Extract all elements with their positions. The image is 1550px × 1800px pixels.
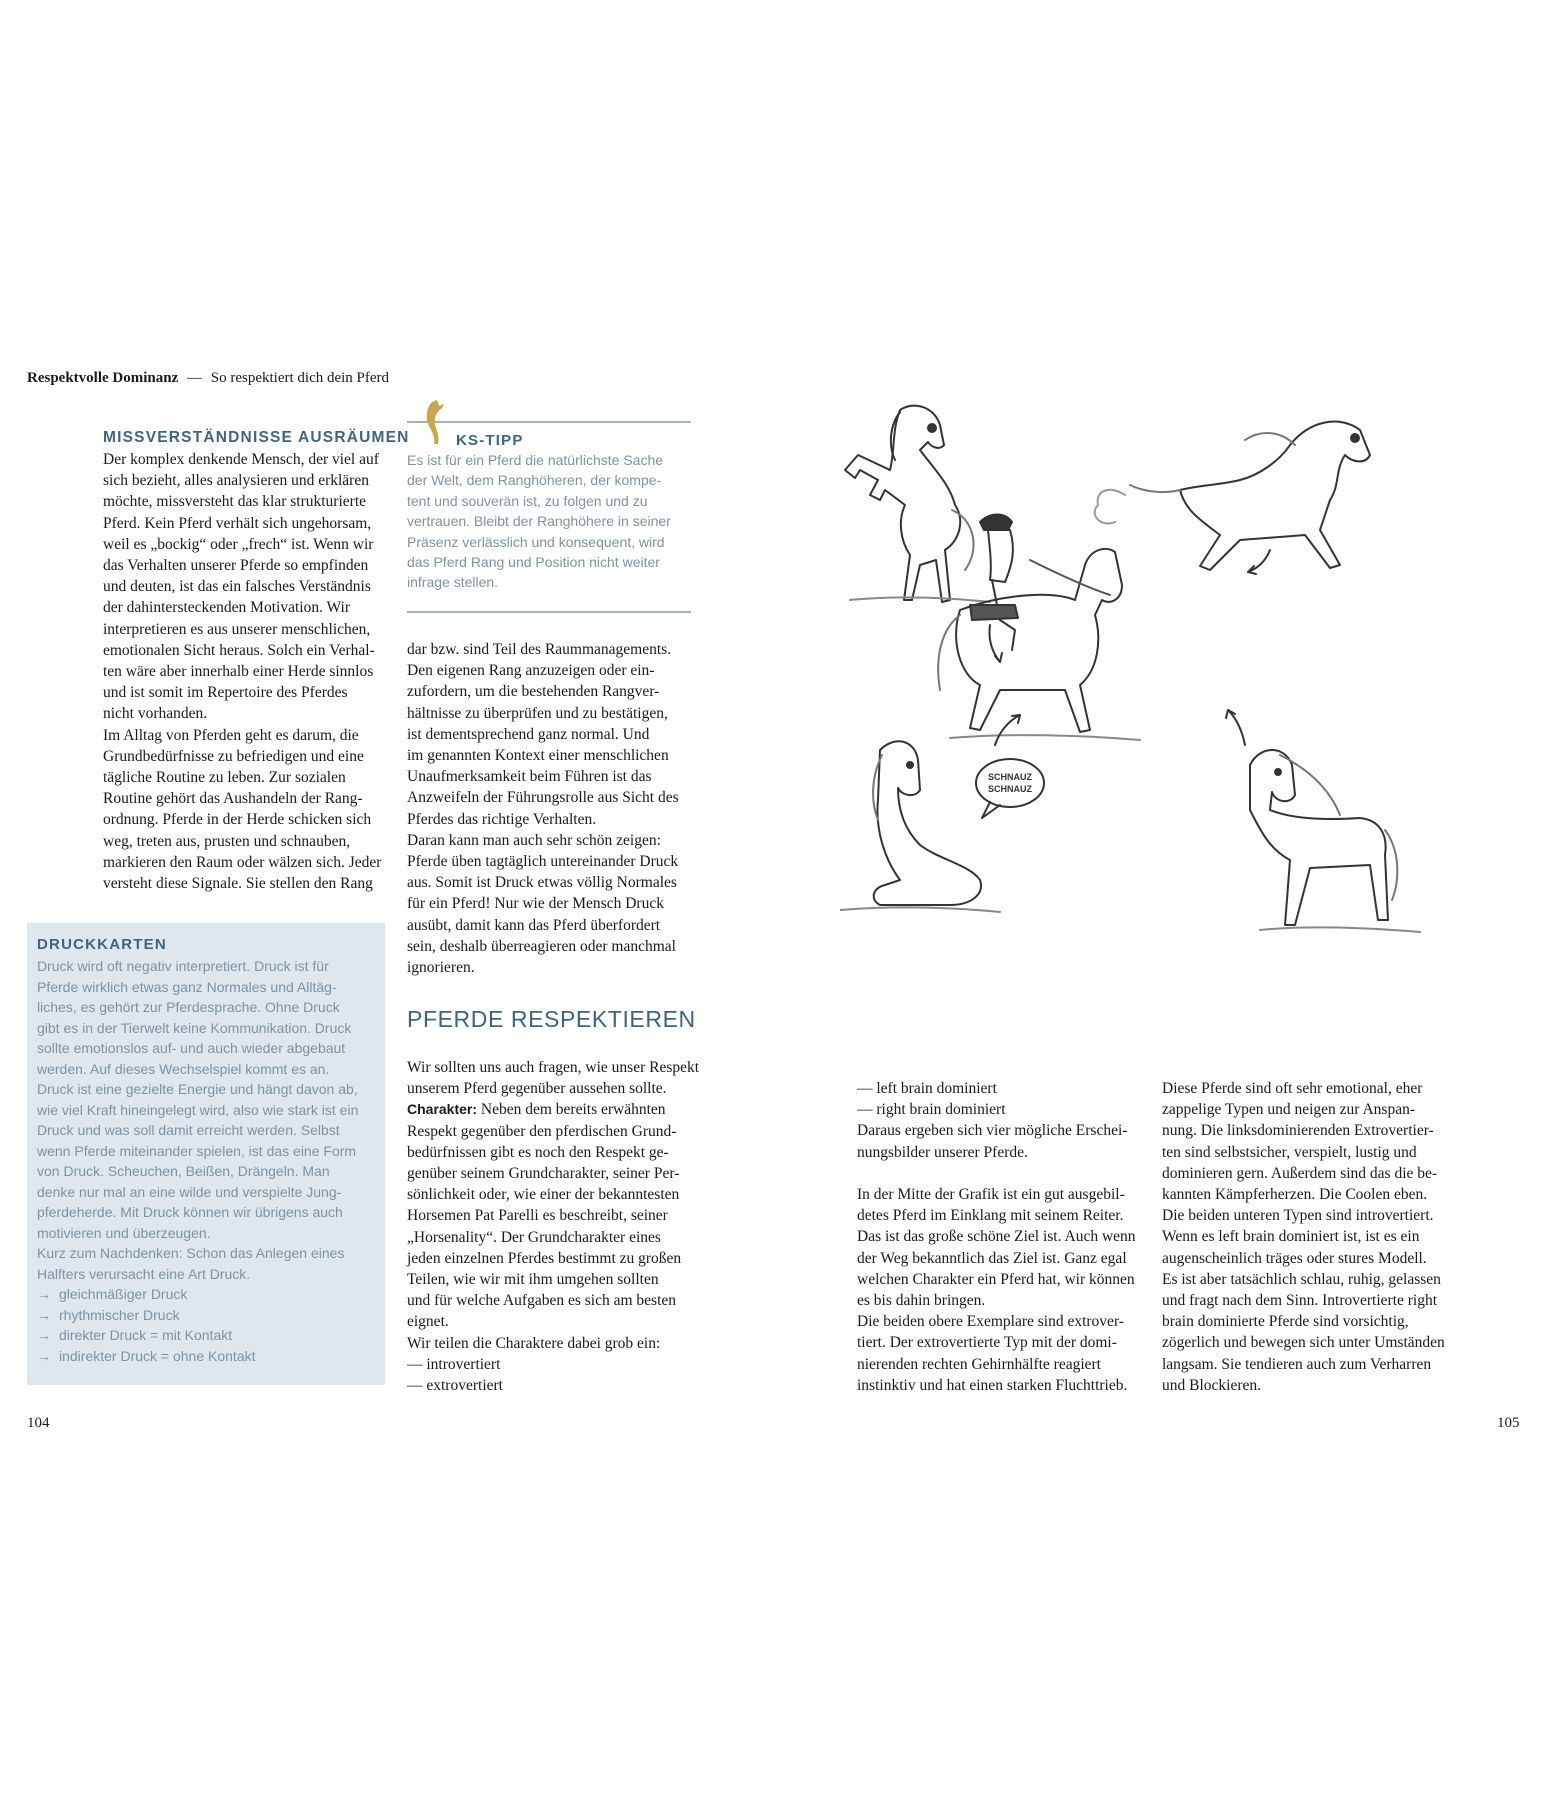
text-line: Daraus ergeben sich vier mögliche Erschei- (857, 1122, 1128, 1140)
text-line: eignet. (407, 1313, 449, 1331)
standing-horse-drawing (1250, 750, 1420, 932)
running-head-title: Respektvolle Dominanz (27, 370, 179, 386)
text-line: ten wäre aber innerhalb einer Herde sinnlos (103, 663, 374, 681)
text-line: zufordern, um die bestehenden Rangver- (407, 683, 660, 701)
text-line: und fragt nach dem Sinn. Introvertierte right (1162, 1292, 1438, 1310)
bullet-item: → rhythmischer Druck (37, 1305, 358, 1326)
text-line: das Verhalten unserer Pferde so empfinden (103, 557, 369, 575)
text-line: weg, treten aus, prusten und schnauben, (103, 832, 351, 850)
text-line: Pferd. Kein Pferd verhält sich ungehorsam, (103, 514, 372, 532)
text-line: Druck wird oft negativ interpretiert. Druck ist für (37, 958, 329, 974)
text-line: von Druck. Scheuchen, Beißen, Drängeln. Man (37, 1163, 330, 1179)
text-line: genüber seinem Grundcharakter, seiner Per- (407, 1165, 680, 1183)
text-line: nierenden rechten Gehirnhälfte reagiert (857, 1355, 1101, 1373)
text-line: Diese Pferde sind oft sehr emotional, eher (1162, 1080, 1423, 1097)
text-line: interpretieren es aus unserer menschlichen, (103, 620, 371, 638)
text-line: das Pferd Rang und Position nicht weiter (407, 554, 660, 571)
text-line: nungsbilder unserer Pferde. (857, 1143, 1028, 1161)
text-line: Grundbedürfnisse zu befriedigen und eine (103, 747, 364, 765)
speech-bubble-text-2: SCHNAUZ (988, 784, 1032, 794)
text-line: es bis dahin bringen. (857, 1292, 986, 1310)
text-line: Präsenz verlässlich und konsequent, wird (407, 533, 665, 550)
arrow-right-icon: → (37, 1306, 51, 1323)
bullet-item: → indirekter Druck = ohne Kontakt (37, 1346, 358, 1367)
text-line: Kurz zum Nachdenken: Schon das Anlegen eines (37, 1245, 345, 1261)
text-line: motivieren und überzeugen. (37, 1224, 211, 1241)
text-line: aus. Somit ist Druck etwas völlig Normales (407, 874, 677, 892)
rearing-horse-drawing (845, 406, 990, 602)
text-line: und ist somit im Repertoire des Pferdes (103, 684, 348, 702)
text-line: wie viel Kraft hineingelegt wird, also wie stark ist ein (37, 1101, 359, 1118)
text-line: im genannten Kontext einer menschlichen (407, 747, 669, 765)
text-line: infrage stellen. (407, 574, 499, 591)
ks-tipp-text (407, 450, 671, 593)
text-line: sein, deshalb überreagieren oder manchmal (407, 937, 676, 955)
text-line: möchte, missversteht das klar strukturierte (103, 493, 367, 511)
text-line: sollte emotionslos auf- und auch wieder abgebaut (37, 1040, 346, 1056)
text-line: detes Pferd im Einklang mit seinem Reiter. (857, 1207, 1124, 1225)
druckkarten-heading: DRUCKKARTEN (37, 936, 167, 953)
text-line: — left brain dominiert (857, 1080, 997, 1097)
text-line: vertrauen. Bleibt der Ranghöhere in seiner (407, 513, 671, 530)
text-line: Der komplex denkende Mensch, der viel auf (103, 451, 379, 468)
text-line: dominieren gern. Außerdem sind das die be- (1162, 1164, 1438, 1182)
text-line: und deuten, ist das ein falsches Verständnis (103, 578, 371, 596)
text-line: emotionalen Sicht heraus. Solch ein Verhal- (103, 641, 375, 659)
horse-types-illustration (840, 390, 1480, 1050)
text-line: und für welche Aufgaben es sich am besten (407, 1292, 677, 1310)
text-line: Horsemen Pat Parelli es beschreibt, seiner (407, 1207, 668, 1225)
text-line: tiert. Der extrovertierte Typ mit der domi- (857, 1334, 1117, 1352)
text-line: langsam. Sie tendieren auch zum Verharren (1162, 1355, 1432, 1373)
arrow-right-icon: → (37, 1286, 51, 1302)
text-line: Es ist aber tatsächlich schlau, ruhig, gelassen (1162, 1270, 1441, 1288)
text-line: — extrovertiert (407, 1377, 503, 1395)
running-head-dash: — (187, 370, 202, 386)
text-line: der dahintersteckenden Motivation. Wir (103, 599, 351, 617)
text-line: bedürfnissen gibt es noch den Respekt ge- (407, 1143, 669, 1161)
text-line: ausübt, damit kann das Pferd überfordert (407, 916, 661, 934)
text-line: unserem Pferd gegenüber aussehen sollte. (407, 1080, 667, 1098)
text-line: Unaufmerksamkeit beim Führen ist das (407, 768, 652, 786)
text-line: dar bzw. sind Teil des Raummanagements. (407, 641, 672, 658)
bullet-item: → gleichmäßiger Druck (37, 1284, 358, 1305)
text-line: Druck und was soll damit erreicht werden. Selbst (37, 1122, 340, 1138)
ks-tipp-title: KS-TIPP (456, 432, 524, 449)
text-line: nung. Die linksdominierenden Extrovertier- (1162, 1122, 1434, 1140)
text-line: Es ist für ein Pferd die natürlichste Sache (407, 452, 664, 468)
text-line: Wir teilen die Charaktere dabei grob ein: (407, 1334, 661, 1352)
text-line: pferdeherde. Mit Druck können wir übrigens auch (37, 1204, 343, 1220)
text-line: In der Mitte der Grafik ist ein gut ausgebil- (857, 1186, 1125, 1203)
col4-body (1162, 1078, 1445, 1396)
arrow-icon (1228, 710, 1245, 745)
arrow-right-icon: → (37, 1347, 51, 1364)
text-line: — right brain dominiert (857, 1101, 1006, 1119)
text-line: Die beiden obere Exemplare sind extrover- (857, 1313, 1124, 1331)
text-line: tägliche Routine zu leben. Zur sozialen (103, 769, 346, 787)
text-line: denke nur mal an eine wilde und verspielte Jung- (37, 1183, 342, 1200)
charakter-label: Charakter: (407, 1101, 478, 1118)
text-line: zappelige Typen und neigen zur Anspan- (1162, 1101, 1416, 1119)
text-line: werden. Auf dieses Wechselspiel kommt es an. (37, 1060, 330, 1077)
col3-body-b (857, 1184, 1136, 1396)
text-line: Den eigenen Rang anzuzeigen oder ein- (407, 662, 655, 680)
text-line: Die beiden unteren Typen sind introvertiert. (1162, 1207, 1434, 1225)
text-line: weil es „bockig“ oder „frech“ ist. Wenn wir (103, 535, 374, 553)
text-line: hältnisse zu überprüfen und zu bestätigen, (407, 704, 668, 722)
text-line: Respekt gegenüber den pferdischen Grund- (407, 1122, 677, 1140)
sitting-horse-drawing (840, 741, 1000, 912)
text-line: nicht vorhanden. (103, 705, 208, 723)
text-line: jeden einzelnen Pferdes bestimmt zu großen (407, 1249, 682, 1267)
text-line: ten sind selbstsicher, verspielt, lustig und (1162, 1143, 1417, 1161)
text-line: Halfters verursacht eine Art Druck. (37, 1265, 251, 1282)
text-line: ignorieren. (407, 959, 475, 977)
text-line: zögerlich und bewegen sich unter Umständen (1162, 1334, 1445, 1352)
text-line: augenscheinlich träges oder stures Modell. (1162, 1249, 1427, 1267)
col2-body (407, 639, 679, 978)
galloping-horse-drawing (1095, 422, 1370, 570)
text-line: ist dementsprechend ganz normal. Und (407, 725, 650, 743)
arrow-right-icon: → (37, 1327, 51, 1343)
text-line: Druck ist eine gezielte Energie und hängt davon ab, (37, 1081, 358, 1097)
text-line: Pferde üben tagtäglich untereinander Druck (407, 853, 679, 871)
text-line: markieren den Raum oder wälzen sich. Jeder (103, 853, 382, 871)
text-line: brain dominierte Pferde sind vorsichtig, (1162, 1313, 1409, 1331)
text-line: sönlichkeit oder, wie einer der bekanntesten (407, 1186, 680, 1204)
text-line: sich bezieht, alles analysieren und erklären (103, 472, 369, 490)
text-line: wenn Pferde miteinander spielen, ist das eine Form (37, 1142, 357, 1159)
text-line: liches, es gehört zur Pferdesprache. Ohne Druck (37, 999, 340, 1015)
text-line: kannten Kämpferherzen. Die Coolen eben. (1162, 1186, 1428, 1204)
text-line: Daran kann man auch sehr schön zeigen: (407, 831, 661, 849)
arrow-icon (995, 715, 1020, 745)
text-line: Anzweifeln der Führungsrolle aus Sicht des (407, 789, 679, 807)
text-line: versteht diese Signale. Sie stellen den Rang (103, 875, 373, 893)
text-line: ordnung. Pferde in der Herde schicken sich (103, 811, 372, 829)
text-line: — introvertiert (407, 1355, 501, 1373)
section2-body (407, 1057, 699, 1396)
text-line: tent und souverän ist, zu folgen und zu (407, 492, 648, 509)
text-line: welchen Charakter ein Pferd hat, wir können (857, 1270, 1135, 1288)
col3-body-a (857, 1078, 1127, 1163)
text-line: Wir sollten uns auch fragen, wie unser Respekt (407, 1059, 700, 1076)
text-line: der Welt, dem Ranghöheren, der kompe- (407, 472, 662, 489)
text-line: Wenn es left brain dominiert ist, ist es ein (1162, 1228, 1420, 1246)
text-line: Pferde wirklich etwas ganz Normales und Alltäg- (37, 978, 337, 995)
text-line: Teilen, wie wir mit ihm umgehen sollten (407, 1271, 659, 1289)
running-head (27, 370, 389, 387)
text-line: und Blockieren. (1162, 1376, 1262, 1394)
druckkarten-body (37, 956, 358, 1366)
text-line: Das ist das große schöne Ziel ist. Auch wenn (857, 1228, 1136, 1246)
charakter-text: Neben dem bereits erwähnten (477, 1101, 666, 1119)
page-number-right: 105 (1497, 1415, 1520, 1431)
text-line: instinktiv und hat einen starken Fluchttrieb. (857, 1376, 1128, 1394)
section1-body (103, 449, 381, 894)
text-line: gibt es in der Tierwelt keine Kommunikation. Druck (37, 1019, 352, 1036)
text-line: der Weg bekanntlich das Ziel ist. Ganz egal (857, 1249, 1127, 1267)
text-line: für ein Pferd! Nur wie der Mensch Druck (407, 895, 664, 913)
text-line: „Horsenality“. Der Grundcharakter eines (407, 1228, 661, 1246)
page-number-left: 104 (27, 1415, 50, 1431)
bullet-item: → direkter Druck = mit Kontakt (37, 1325, 358, 1346)
text-line: Routine gehört das Aushandeln der Rang- (103, 790, 363, 808)
text-line: Pferdes das richtige Verhalten. (407, 810, 597, 828)
horse-head-logo-icon (422, 398, 448, 446)
rider-on-horse-drawing (938, 515, 1140, 741)
text-line: Im Alltag von Pferden geht es darum, die (103, 726, 359, 744)
section-heading-missverstaendnisse: MISSVERSTÄNDNISSE AUSRÄUMEN (103, 429, 410, 446)
section-heading-pferde-respektieren: PFERDE RESPEKTIEREN (407, 1006, 696, 1032)
speech-bubble-text-1: SCHNAUZ (988, 772, 1032, 782)
charakter-line (407, 1099, 699, 1120)
running-head-subtitle: So respektiert dich dein Pferd (210, 370, 390, 386)
